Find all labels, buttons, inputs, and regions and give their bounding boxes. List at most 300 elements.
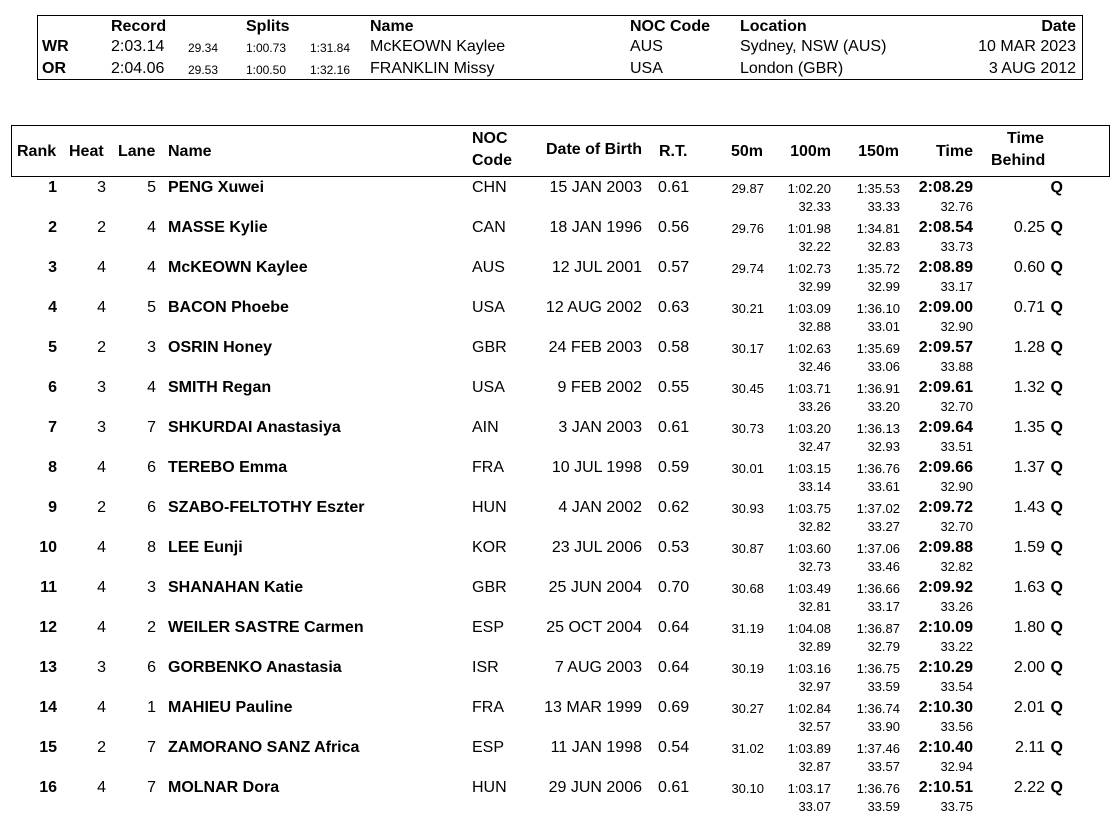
- noc-cell: ISR: [472, 659, 499, 676]
- table-row: [0, 378, 1112, 418]
- athlete-name: GORBENKO Anastasia: [168, 659, 342, 676]
- lane-cell: 5: [147, 179, 156, 196]
- lane-cell: 6: [147, 459, 156, 476]
- table-row: [0, 178, 1112, 218]
- rank-cell: 11: [40, 579, 57, 596]
- heat-cell: 4: [97, 299, 106, 316]
- lap-100m: 32.82: [798, 519, 831, 534]
- records-header: [38, 18, 1082, 36]
- 150m-header: 150m: [858, 143, 899, 160]
- heat-header: Heat: [69, 143, 104, 160]
- split-150m: 1:36.87: [856, 621, 900, 636]
- 100m-header: 100m: [790, 143, 831, 160]
- split-100m: 1:02.84: [787, 701, 831, 716]
- lap-150m: 33.06: [867, 359, 900, 374]
- split-150m: 1:36.75: [856, 661, 900, 676]
- lap-final: 32.70: [940, 519, 973, 534]
- split-150m: 1:37.06: [856, 541, 900, 556]
- record-row: [38, 60, 1082, 81]
- dob-cell: 4 JAN 2002: [558, 499, 642, 516]
- split-50m: 30.01: [731, 461, 764, 476]
- split-50m: 30.73: [731, 421, 764, 436]
- time-behind: 0.25: [1013, 219, 1045, 236]
- lap-100m: 32.46: [798, 359, 831, 374]
- qualified-badge: Q: [1050, 459, 1063, 476]
- heat-cell: 4: [97, 539, 106, 556]
- record-split-100: 1:00.73: [245, 41, 286, 55]
- lap-final: 33.88: [940, 359, 973, 374]
- qualified-badge: Q: [1050, 739, 1063, 756]
- time-behind: 2.11: [1015, 739, 1045, 756]
- qualified-badge: Q: [1050, 619, 1063, 636]
- dob-cell: 7 AUG 2003: [554, 659, 642, 676]
- lane-cell: 6: [147, 499, 156, 516]
- dob-cell: 9 FEB 2002: [557, 379, 642, 396]
- noc-cell: GBR: [472, 339, 507, 356]
- heat-cell: 3: [97, 379, 106, 396]
- name-header: Name: [168, 143, 212, 160]
- lap-final: 32.76: [940, 199, 973, 214]
- split-150m: 1:36.13: [856, 421, 900, 436]
- lap-final: 33.56: [940, 719, 973, 734]
- noc-cell: CAN: [472, 219, 506, 236]
- lap-100m: 33.14: [798, 479, 831, 494]
- rank-cell: 1: [48, 179, 57, 196]
- record-time: 2:04.06: [111, 60, 165, 77]
- lane-cell: 3: [147, 579, 156, 596]
- heat-cell: 4: [97, 459, 106, 476]
- lap-final: 32.82: [940, 559, 973, 574]
- heat-cell: 4: [97, 699, 106, 716]
- reaction-time: 0.59: [658, 459, 690, 476]
- table-row: [0, 698, 1112, 738]
- lane-header: Lane: [118, 143, 156, 160]
- time-behind: 1.35: [1013, 419, 1045, 436]
- record-header: Record: [111, 18, 167, 35]
- time-behind: 2.22: [1013, 779, 1045, 796]
- lap-100m: 32.87: [798, 759, 831, 774]
- dob-cell: 10 JUL 1998: [551, 459, 642, 476]
- time-behind: 1.63: [1013, 579, 1045, 596]
- lap-150m: 33.17: [867, 599, 900, 614]
- split-100m: 1:03.89: [787, 741, 831, 756]
- records-box: [37, 15, 1083, 80]
- heat-cell: 2: [97, 219, 106, 236]
- time-behind: 1.43: [1013, 499, 1045, 516]
- heat-cell: 4: [97, 579, 106, 596]
- final-time: 2:09.72: [918, 499, 973, 516]
- qualified-badge: Q: [1050, 339, 1063, 356]
- split-100m: 1:02.63: [787, 341, 831, 356]
- qualified-badge: Q: [1050, 179, 1063, 196]
- dob-cell: 12 JUL 2001: [551, 259, 642, 276]
- final-time: 2:10.51: [918, 779, 973, 796]
- split-150m: 1:34.81: [856, 221, 900, 236]
- dob-cell: 11 JAN 1998: [550, 739, 642, 756]
- rank-cell: 9: [48, 499, 57, 516]
- name-header: Name: [370, 18, 414, 35]
- split-100m: 1:03.71: [787, 381, 831, 396]
- split-150m: 1:35.72: [856, 261, 900, 276]
- split-150m: 1:35.69: [856, 341, 900, 356]
- heat-cell: 3: [97, 179, 106, 196]
- reaction-time: 0.61: [658, 419, 690, 436]
- split-100m: 1:02.73: [787, 261, 831, 276]
- lane-cell: 4: [147, 219, 156, 236]
- dob-cell: 12 AUG 2002: [545, 299, 642, 316]
- record-type: OR: [42, 60, 66, 77]
- lap-100m: 33.26: [798, 399, 831, 414]
- rank-cell: 10: [39, 539, 57, 556]
- lap-final: 32.70: [940, 399, 973, 414]
- table-row: [0, 258, 1112, 298]
- lap-final: 33.26: [940, 599, 973, 614]
- split-100m: 1:02.20: [787, 181, 831, 196]
- reaction-time: 0.55: [658, 379, 690, 396]
- rank-cell: 8: [48, 459, 57, 476]
- lap-100m: 32.22: [798, 239, 831, 254]
- lap-150m: 33.01: [867, 319, 900, 334]
- final-time: 2:09.88: [918, 539, 973, 556]
- final-time: 2:10.30: [918, 699, 973, 716]
- athlete-name: WEILER SASTRE Carmen: [168, 619, 364, 636]
- lap-100m: 32.99: [798, 279, 831, 294]
- noc-cell: ESP: [472, 739, 505, 756]
- table-row: [0, 538, 1112, 578]
- rank-header: Rank: [17, 143, 57, 160]
- reaction-time: 0.64: [658, 619, 690, 636]
- athlete-name: SHANAHAN Katie: [168, 579, 304, 596]
- reaction-time: 0.62: [658, 499, 690, 516]
- table-row: [0, 338, 1112, 378]
- split-150m: 1:37.02: [856, 501, 900, 516]
- split-50m: 30.87: [731, 541, 764, 556]
- noc-header: NOC Code: [630, 18, 710, 35]
- table-row: [0, 218, 1112, 258]
- qualified-badge: Q: [1050, 539, 1063, 556]
- split-150m: 1:36.76: [856, 781, 900, 796]
- noc-cell: FRA: [472, 699, 504, 716]
- split-50m: 30.21: [731, 301, 764, 316]
- split-100m: 1:01.98: [787, 221, 831, 236]
- heat-cell: 2: [97, 739, 106, 756]
- lap-final: 33.22: [940, 639, 973, 654]
- lap-150m: 33.20: [867, 399, 900, 414]
- heat-cell: 2: [97, 339, 106, 356]
- noc-header-line2: Code: [472, 152, 512, 169]
- split-100m: 1:03.15: [787, 461, 831, 476]
- split-50m: 30.17: [731, 341, 764, 356]
- record-split-50: 29.34: [187, 41, 218, 55]
- table-row: [0, 418, 1112, 458]
- athlete-name: MASSE Kylie: [168, 219, 268, 236]
- qualified-badge: Q: [1050, 259, 1063, 276]
- rank-cell: 7: [48, 419, 57, 436]
- lap-150m: 33.46: [867, 559, 900, 574]
- lap-150m: 33.90: [867, 719, 900, 734]
- split-100m: 1:03.20: [787, 421, 831, 436]
- 50m-header: 50m: [730, 143, 763, 160]
- noc-cell: HUN: [472, 779, 507, 796]
- rank-cell: 13: [39, 659, 57, 676]
- athlete-name: SZABO-FELTOTHY Eszter: [168, 499, 365, 516]
- dob-cell: 23 JUL 2006: [551, 539, 642, 556]
- final-time: 2:08.54: [918, 219, 973, 236]
- rank-cell: 5: [48, 339, 57, 356]
- lane-cell: 3: [147, 339, 156, 356]
- athlete-name: SMITH Regan: [168, 379, 272, 396]
- record-split-50: 29.53: [187, 63, 218, 77]
- record-split-150: 1:31.84: [309, 41, 350, 55]
- heat-cell: 4: [97, 779, 106, 796]
- behind-header-line1: Time: [1007, 130, 1045, 147]
- final-time: 2:10.29: [918, 659, 973, 676]
- dob-cell: 25 JUN 2004: [548, 579, 642, 596]
- lap-150m: 33.57: [867, 759, 900, 774]
- dob-cell: 24 FEB 2003: [548, 339, 642, 356]
- athlete-name: SHKURDAI Anastasiya: [168, 419, 341, 436]
- record-noc: USA: [630, 60, 663, 77]
- dob-cell: 18 JAN 1996: [549, 219, 642, 236]
- table-row: [0, 738, 1112, 778]
- rank-cell: 4: [48, 299, 57, 316]
- split-100m: 1:03.16: [787, 661, 831, 676]
- final-time: 2:08.89: [918, 259, 973, 276]
- noc-cell: AIN: [472, 419, 499, 436]
- reaction-time: 0.61: [658, 779, 690, 796]
- table-row: [0, 298, 1112, 338]
- final-time: 2:09.92: [918, 579, 973, 596]
- athlete-name: BACON Phoebe: [168, 299, 289, 316]
- split-100m: 1:03.17: [787, 781, 831, 796]
- reaction-time: 0.56: [658, 219, 690, 236]
- lane-cell: 7: [147, 419, 156, 436]
- noc-cell: USA: [472, 299, 505, 316]
- heat-cell: 2: [97, 499, 106, 516]
- split-100m: 1:03.49: [787, 581, 831, 596]
- final-time: 2:10.40: [918, 739, 973, 756]
- heat-cell: 4: [97, 259, 106, 276]
- lane-cell: 4: [147, 259, 156, 276]
- athlete-name: McKEOWN Kaylee: [168, 259, 308, 276]
- noc-cell: FRA: [472, 459, 504, 476]
- dob-cell: 13 MAR 1999: [544, 699, 642, 716]
- time-behind: 2.00: [1013, 659, 1045, 676]
- time-behind: 1.37: [1013, 459, 1045, 476]
- rank-cell: 16: [39, 779, 57, 796]
- lane-cell: 7: [147, 779, 156, 796]
- noc-cell: CHN: [472, 179, 507, 196]
- time-behind: 2.01: [1013, 699, 1045, 716]
- table-row: [0, 658, 1112, 698]
- split-150m: 1:35.53: [856, 181, 900, 196]
- athlete-name: MAHIEU Pauline: [168, 699, 293, 716]
- noc-cell: AUS: [472, 259, 505, 276]
- lap-150m: 33.27: [867, 519, 900, 534]
- time-behind: 1.28: [1013, 339, 1045, 356]
- split-50m: 30.19: [731, 661, 764, 676]
- lap-100m: 32.33: [798, 199, 831, 214]
- athlete-name: MOLNAR Dora: [168, 779, 280, 796]
- split-50m: 29.74: [731, 261, 764, 276]
- split-150m: 1:37.46: [856, 741, 900, 756]
- table-row: [0, 578, 1112, 618]
- table-row: [0, 778, 1112, 818]
- qualified-badge: Q: [1050, 779, 1063, 796]
- record-location: London (GBR): [740, 60, 844, 77]
- lap-final: 33.73: [940, 239, 973, 254]
- date-header: Date: [1041, 18, 1076, 35]
- lap-final: 33.51: [940, 439, 973, 454]
- rank-cell: 12: [39, 619, 57, 636]
- lap-150m: 33.33: [867, 199, 900, 214]
- record-date: 10 MAR 2023: [978, 38, 1076, 55]
- athlete-name: TEREBO Emma: [168, 459, 288, 476]
- record-time: 2:03.14: [111, 38, 165, 55]
- qualified-badge: Q: [1050, 699, 1063, 716]
- behind-header-line2: Behind: [991, 152, 1046, 169]
- lap-100m: 32.97: [798, 679, 831, 694]
- rank-cell: 3: [48, 259, 57, 276]
- reaction-time: 0.64: [658, 659, 690, 676]
- lane-cell: 4: [147, 379, 156, 396]
- lap-150m: 32.83: [867, 239, 900, 254]
- lap-100m: 32.73: [798, 559, 831, 574]
- split-100m: 1:04.08: [787, 621, 831, 636]
- lap-150m: 32.93: [867, 439, 900, 454]
- split-50m: 30.93: [731, 501, 764, 516]
- lap-100m: 32.81: [798, 599, 831, 614]
- reaction-time: 0.61: [658, 179, 690, 196]
- time-behind: 0.71: [1013, 299, 1045, 316]
- dob-cell: 3 JAN 2003: [558, 419, 642, 436]
- noc-cell: GBR: [472, 579, 507, 596]
- split-100m: 1:03.09: [787, 301, 831, 316]
- reaction-time: 0.70: [658, 579, 690, 596]
- lap-final: 32.94: [940, 759, 973, 774]
- time-behind: 0.60: [1013, 259, 1045, 276]
- lap-final: 32.90: [940, 319, 973, 334]
- lap-100m: 32.47: [798, 439, 831, 454]
- reaction-time: 0.54: [658, 739, 690, 756]
- split-50m: 29.76: [731, 221, 764, 236]
- split-50m: 31.02: [731, 741, 764, 756]
- lane-cell: 7: [147, 739, 156, 756]
- final-time: 2:09.66: [918, 459, 973, 476]
- qualified-badge: Q: [1050, 219, 1063, 236]
- record-date: 3 AUG 2012: [988, 60, 1076, 77]
- time-behind: 1.80: [1013, 619, 1045, 636]
- athlete-name: PENG Xuwei: [168, 179, 265, 196]
- lap-final: 33.75: [940, 799, 973, 814]
- location-header: Location: [740, 18, 807, 35]
- noc-cell: ESP: [472, 619, 505, 636]
- noc-cell: HUN: [472, 499, 507, 516]
- lap-final: 33.54: [940, 679, 973, 694]
- heat-cell: 3: [97, 419, 106, 436]
- dob-cell: 15 JAN 2003: [549, 179, 642, 196]
- splits-header: Splits: [246, 18, 290, 35]
- split-150m: 1:36.10: [856, 301, 900, 316]
- split-50m: 30.68: [731, 581, 764, 596]
- lane-cell: 1: [147, 699, 156, 716]
- split-150m: 1:36.91: [856, 381, 900, 396]
- record-split-100: 1:00.50: [245, 63, 286, 77]
- split-150m: 1:36.74: [856, 701, 900, 716]
- lap-final: 33.17: [940, 279, 973, 294]
- qualified-badge: Q: [1050, 579, 1063, 596]
- split-50m: 31.19: [731, 621, 764, 636]
- qualified-badge: Q: [1050, 499, 1063, 516]
- noc-cell: USA: [472, 379, 505, 396]
- lane-cell: 8: [147, 539, 156, 556]
- reaction-time: 0.53: [658, 539, 690, 556]
- lap-100m: 33.07: [798, 799, 831, 814]
- reaction-time: 0.58: [658, 339, 690, 356]
- split-50m: 29.87: [731, 181, 764, 196]
- record-row: [38, 38, 1082, 59]
- final-time: 2:10.09: [918, 619, 973, 636]
- heat-cell: 4: [97, 619, 106, 636]
- lane-cell: 2: [147, 619, 156, 636]
- table-row: [0, 498, 1112, 538]
- record-name: McKEOWN Kaylee: [370, 38, 506, 55]
- record-name: FRANKLIN Missy: [370, 60, 495, 77]
- split-150m: 1:36.66: [856, 581, 900, 596]
- split-100m: 1:03.75: [787, 501, 831, 516]
- final-time: 2:09.64: [918, 419, 973, 436]
- reaction-time: 0.57: [658, 259, 690, 276]
- noc-header-line1: NOC: [472, 130, 508, 147]
- qualified-badge: Q: [1050, 299, 1063, 316]
- dob-cell: 29 JUN 2006: [548, 779, 642, 796]
- split-100m: 1:03.60: [787, 541, 831, 556]
- lap-100m: 32.88: [798, 319, 831, 334]
- time-behind: 1.32: [1013, 379, 1045, 396]
- heat-cell: 3: [97, 659, 106, 676]
- lap-final: 32.90: [940, 479, 973, 494]
- qualified-badge: Q: [1050, 659, 1063, 676]
- lap-150m: 32.99: [867, 279, 900, 294]
- athlete-name: LEE Eunji: [168, 539, 243, 556]
- qualified-badge: Q: [1050, 419, 1063, 436]
- athlete-name: ZAMORANO SANZ Africa: [168, 739, 360, 756]
- record-type: WR: [42, 38, 69, 55]
- lap-150m: 32.79: [867, 639, 900, 654]
- lap-150m: 33.59: [867, 679, 900, 694]
- qualified-badge: Q: [1050, 379, 1063, 396]
- time-header: Time: [935, 143, 973, 160]
- lap-100m: 32.57: [798, 719, 831, 734]
- final-time: 2:09.61: [918, 379, 973, 396]
- reaction-time: 0.63: [658, 299, 690, 316]
- rt-header: R.T.: [659, 143, 688, 160]
- table-row: [0, 458, 1112, 498]
- split-50m: 30.45: [731, 381, 764, 396]
- time-behind: 1.59: [1013, 539, 1045, 556]
- lap-150m: 33.59: [867, 799, 900, 814]
- record-split-150: 1:32.16: [309, 63, 350, 77]
- split-150m: 1:36.76: [856, 461, 900, 476]
- final-time: 2:08.29: [918, 179, 973, 196]
- lane-cell: 5: [147, 299, 156, 316]
- lap-100m: 32.89: [798, 639, 831, 654]
- dob-cell: 25 OCT 2004: [546, 619, 642, 636]
- results-header: [11, 125, 1110, 177]
- final-time: 2:09.57: [918, 339, 973, 356]
- split-50m: 30.27: [731, 701, 764, 716]
- reaction-time: 0.69: [658, 699, 690, 716]
